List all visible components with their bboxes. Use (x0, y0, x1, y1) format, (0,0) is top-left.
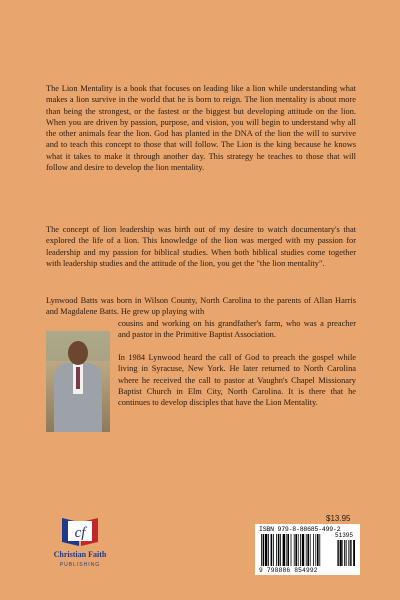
barcode-bars (259, 534, 356, 566)
price-addon-code: 51395 (335, 532, 354, 539)
bio-paragraph-intro: Lynwood Batts was born in Wilson County, North Carolina to the parents of Allan Harris and Magdalene Batts. He grew up playing with (46, 296, 356, 317)
ean-number: 9 798886 854992 (259, 567, 318, 574)
calling-paragraph: In 1984 Lynwood heard the call of God to preach the gospel while living in Syracuse, New York. He later returned to North Carolina where he received the call to pastor at Vaughn's Chapel Missionary Baptist Church in Elm City, North Carolina. It is there that he continues to develop disciples that have the Lion Mentality. (118, 353, 356, 408)
description-paragraph: The Lion Mentality is a book that focuses on leading like a lion while understanding what makes a lion survive in the world that he is born to reign. The lion mentality is about more than being the strongest, or the fastest or the biggest but developing attitude on the lion. When you are driven by passion, purpose, and vision, you will begin to understand why all the other animals fear the lion. God has planted in the DNA of the lion the will to survive and to teach this concept to those that will follow. The Lion is the king because he knows what it takes to make it through another day. This strategy he teaches to those that will follow and desire to develop the lion mentality. (46, 84, 356, 173)
publisher-logo-icon (60, 512, 100, 548)
publisher-name: Christian Faith (53, 550, 107, 559)
bio-paragraph-continued: cousins and working on his grandfather's farm, who was a preacher and pastor in the Primitive Baptist Association. (118, 319, 356, 340)
publisher-sub: PUBLISHING (59, 562, 101, 568)
barcode (255, 524, 360, 575)
price: $13.95 (326, 514, 351, 523)
publisher-logo (48, 512, 112, 582)
author-photo (46, 331, 110, 432)
svg-text:cf: cf (74, 525, 86, 541)
concept-paragraph: The concept of lion leadership was birth out of my desire to watch documentary's that explored the life of a lion. This knowledge of the lion was merged with my passion for leadership and my passion for biblical studies. When both biblical studies come together with leadership studies and the attitude of the lion, you get the "the lion mentality". (46, 225, 356, 268)
isbn-text: ISBN 979-8-88685-499-2 (259, 526, 341, 533)
